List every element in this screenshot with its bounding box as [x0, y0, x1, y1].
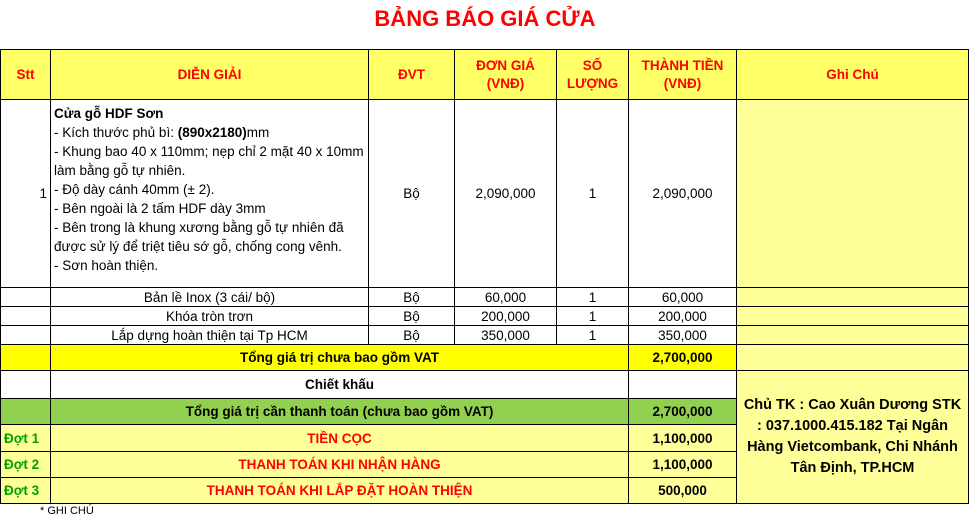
header-don-gia-line1: ĐƠN GIÁ [476, 57, 535, 73]
main-item-size [54, 123, 365, 142]
header-thanh-tien [629, 50, 737, 100]
main-item-line: - Bên trong là khung xương bằng gỗ tự nhiên đã được sử lý để triệt tiêu sớ gỗ, chống cong vênh. [54, 220, 344, 254]
payment-value: 1,100,000 [629, 452, 737, 478]
main-item-line: - Bên ngoài là 2 tấm HDF dày 3mm [54, 201, 266, 216]
sub-item-thanh-tien: 350,000 [629, 326, 737, 345]
sub-item-thanh-tien: 200,000 [629, 307, 737, 326]
subtotal-row [1, 345, 969, 371]
header-so-luong-line2: LƯỢNG [566, 75, 619, 91]
subtotal-value: 2,700,000 [629, 345, 737, 371]
sub-item-dvt: Bộ [369, 307, 455, 326]
payment-stage: Đợt 1 [1, 425, 51, 452]
main-item-dvt: Bộ [369, 100, 455, 288]
header-stt: Stt [1, 50, 51, 100]
payment-label: THANH TOÁN KHI NHẬN HÀNG [51, 452, 629, 478]
main-item-stt: 1 [1, 100, 51, 288]
header-thanh-tien-line2: (VNĐ) [663, 75, 702, 91]
sub-item-thanh-tien: 60,000 [629, 288, 737, 307]
main-item-thanh-tien: 2,090,000 [629, 100, 737, 288]
header-so-luong [557, 50, 629, 100]
main-item-size-prefix: - Kích thước phủ bì: [54, 125, 178, 140]
table-row [1, 100, 969, 288]
main-item-name: Cửa gỗ HDF Sơn [54, 106, 164, 121]
sub-item-so-luong: 1 [557, 326, 629, 345]
discount-label: Chiết khấu [51, 371, 629, 399]
main-item-so-luong: 1 [557, 100, 629, 288]
subtotal-label: Tổng giá trị chưa bao gồm VAT [51, 345, 629, 371]
table-row [1, 326, 969, 345]
main-item-description [51, 100, 369, 288]
payment-stage: Đợt 3 [1, 478, 51, 504]
table-row [1, 288, 969, 307]
header-don-gia-line2: (VNĐ) [486, 75, 525, 91]
sub-item-name: Bản lề Inox (3 cái/ bộ) [51, 288, 369, 307]
main-item-line: - Sơn hoàn thiện. [54, 258, 159, 273]
sub-item-dvt: Bộ [369, 288, 455, 307]
discount-row [1, 371, 969, 399]
payment-stage: Đợt 2 [1, 452, 51, 478]
main-item-line: - Khung bao 40 x 110mm; nẹp chỉ 2 mặt 40 x 10mm làm bằng gỗ tự nhiên. [54, 144, 364, 178]
sub-item-name: Khóa tròn trơn [51, 307, 369, 326]
sub-item-don-gia: 60,000 [455, 288, 557, 307]
main-item-size-value: (890x2180) [177, 125, 247, 140]
quote-table [0, 49, 969, 504]
page-title: BẢNG BÁO GIÁ CỬA [374, 6, 596, 31]
table-row [1, 307, 969, 326]
payment-label: TIỀN CỌC [51, 425, 629, 452]
sub-item-dvt: Bộ [369, 326, 455, 345]
sub-item-name: Lắp dựng hoàn thiện tại Tp HCM [51, 326, 369, 345]
discount-value [629, 371, 737, 399]
footer-note: * GHI CHÚ [40, 505, 94, 517]
sub-item-don-gia: 200,000 [455, 307, 557, 326]
header-dvt: ĐVT [369, 50, 455, 100]
sub-item-so-luong: 1 [557, 288, 629, 307]
sub-item-so-luong: 1 [557, 307, 629, 326]
main-item-ghi-chu [737, 100, 969, 288]
main-item-don-gia: 2,090,000 [455, 100, 557, 288]
header-ghi-chu: Ghi Chú [737, 50, 969, 100]
header-don-gia [455, 50, 557, 100]
header-row [1, 50, 969, 100]
payable-label: Tổng giá trị cần thanh toán (chưa bao gồm VAT) [51, 399, 629, 425]
sub-item-don-gia: 350,000 [455, 326, 557, 345]
payment-value: 500,000 [629, 478, 737, 504]
header-thanh-tien-line1: THÀNH TIỀN [641, 57, 724, 73]
header-so-luong-line1: SỐ [582, 57, 603, 73]
payment-label: THANH TOÁN KHI LẮP ĐẶT HOÀN THIỆN [51, 478, 629, 504]
header-dien-giai: DIỄN GIẢI [51, 50, 369, 100]
bank-account-note: Chủ TK : Cao Xuân Dương STK : 037.1000.415.182 Tại Ngân Hàng Vietcombank, Chi Nhánh Tân Định, TP.HCM [737, 371, 969, 504]
payable-value: 2,700,000 [629, 399, 737, 425]
main-item-size-suffix: mm [246, 125, 270, 140]
main-item-line: - Độ dày cánh 40mm (± 2). [54, 182, 215, 197]
payment-value: 1,100,000 [629, 425, 737, 452]
